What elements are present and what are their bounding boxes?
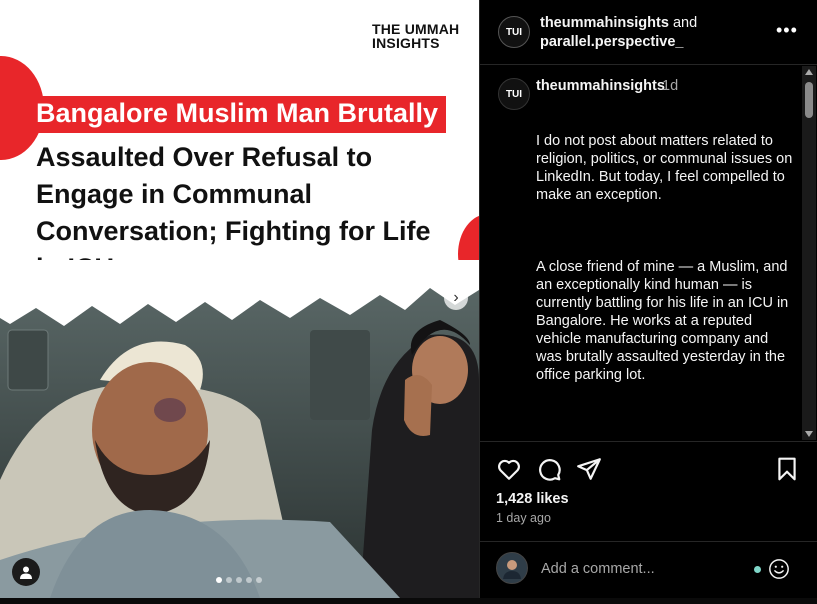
viewer-avatar	[496, 552, 528, 584]
caption-username-link[interactable]: theummahinsights	[536, 78, 665, 94]
caption-text	[536, 96, 797, 440]
likes-count[interactable]: 1,428 likes	[496, 491, 569, 507]
heart-icon[interactable]	[496, 456, 522, 482]
carousel-dot	[226, 577, 232, 583]
scroll-thumb[interactable]	[805, 82, 813, 118]
more-icon: •••	[776, 20, 798, 40]
chevron-right-icon: ›	[453, 289, 459, 306]
author-username-link[interactable]: theummahinsights	[540, 15, 669, 31]
next-slide-button[interactable]	[444, 286, 468, 310]
caption-timestamp[interactable]: 1d	[662, 78, 679, 94]
comment-input[interactable]: Add a comment...	[541, 561, 655, 577]
carousel-dot	[256, 577, 262, 583]
post-side-panel	[479, 0, 817, 598]
author-avatar[interactable]: TUI	[498, 16, 530, 48]
carousel-dot	[216, 577, 222, 583]
post-authors	[540, 14, 697, 52]
tagged-users-button[interactable]	[12, 558, 40, 586]
bookmark-icon[interactable]	[774, 456, 800, 482]
caption-paragraph	[536, 438, 794, 440]
headline-line: Assaulted Over Refusal to	[36, 142, 373, 172]
post-caption[interactable]	[480, 66, 804, 440]
carousel-indicator	[216, 577, 262, 583]
post-date[interactable]: 1 day ago	[496, 511, 551, 525]
smiley-icon[interactable]	[768, 558, 790, 580]
hospital-illustration	[0, 260, 479, 598]
scroll-down-icon[interactable]	[805, 431, 813, 437]
post-header	[480, 0, 817, 65]
window-bottom-edge	[0, 598, 817, 604]
send-icon[interactable]	[576, 456, 602, 482]
person-icon	[19, 565, 33, 579]
headline-highlight: Bangalore Muslim Man Brutally	[28, 96, 446, 133]
caption-paragraph: A close friend of mine — a Muslim, and an exceptionally kind human — is currently battling for his life in an ICU in Bangalore. He works at a reputed vehicle manufacturing company and was brutally assaulted yesterday in the office parking lot.	[536, 259, 793, 383]
headline-line: Conversation; Fighting for Life	[36, 216, 431, 246]
author-connector: and	[672, 15, 698, 31]
person-photo-icon	[501, 557, 523, 579]
brand-logo-text: THE UMMAH INSIGHTS	[372, 21, 460, 51]
coauthor-username-link[interactable]: parallel.perspective_	[540, 34, 684, 50]
comment-icon[interactable]	[536, 456, 562, 482]
more-options-button[interactable]	[776, 20, 798, 41]
carousel-dot	[246, 577, 252, 583]
comment-composer	[480, 541, 817, 598]
caption-author-avatar[interactable]: TUI	[498, 78, 530, 110]
caption-scrollbar[interactable]	[802, 66, 816, 440]
post-headline	[28, 96, 478, 287]
post-actions	[480, 441, 817, 541]
headline-line: Engage in Communal	[36, 179, 313, 209]
scroll-up-icon[interactable]	[805, 69, 813, 75]
carousel-dot	[236, 577, 242, 583]
status-dot	[754, 566, 761, 573]
caption-paragraph: I do not post about matters related to religion, politics, or communal issues on LinkedIn. But today, I feel compelled to make an exception.	[536, 133, 797, 203]
